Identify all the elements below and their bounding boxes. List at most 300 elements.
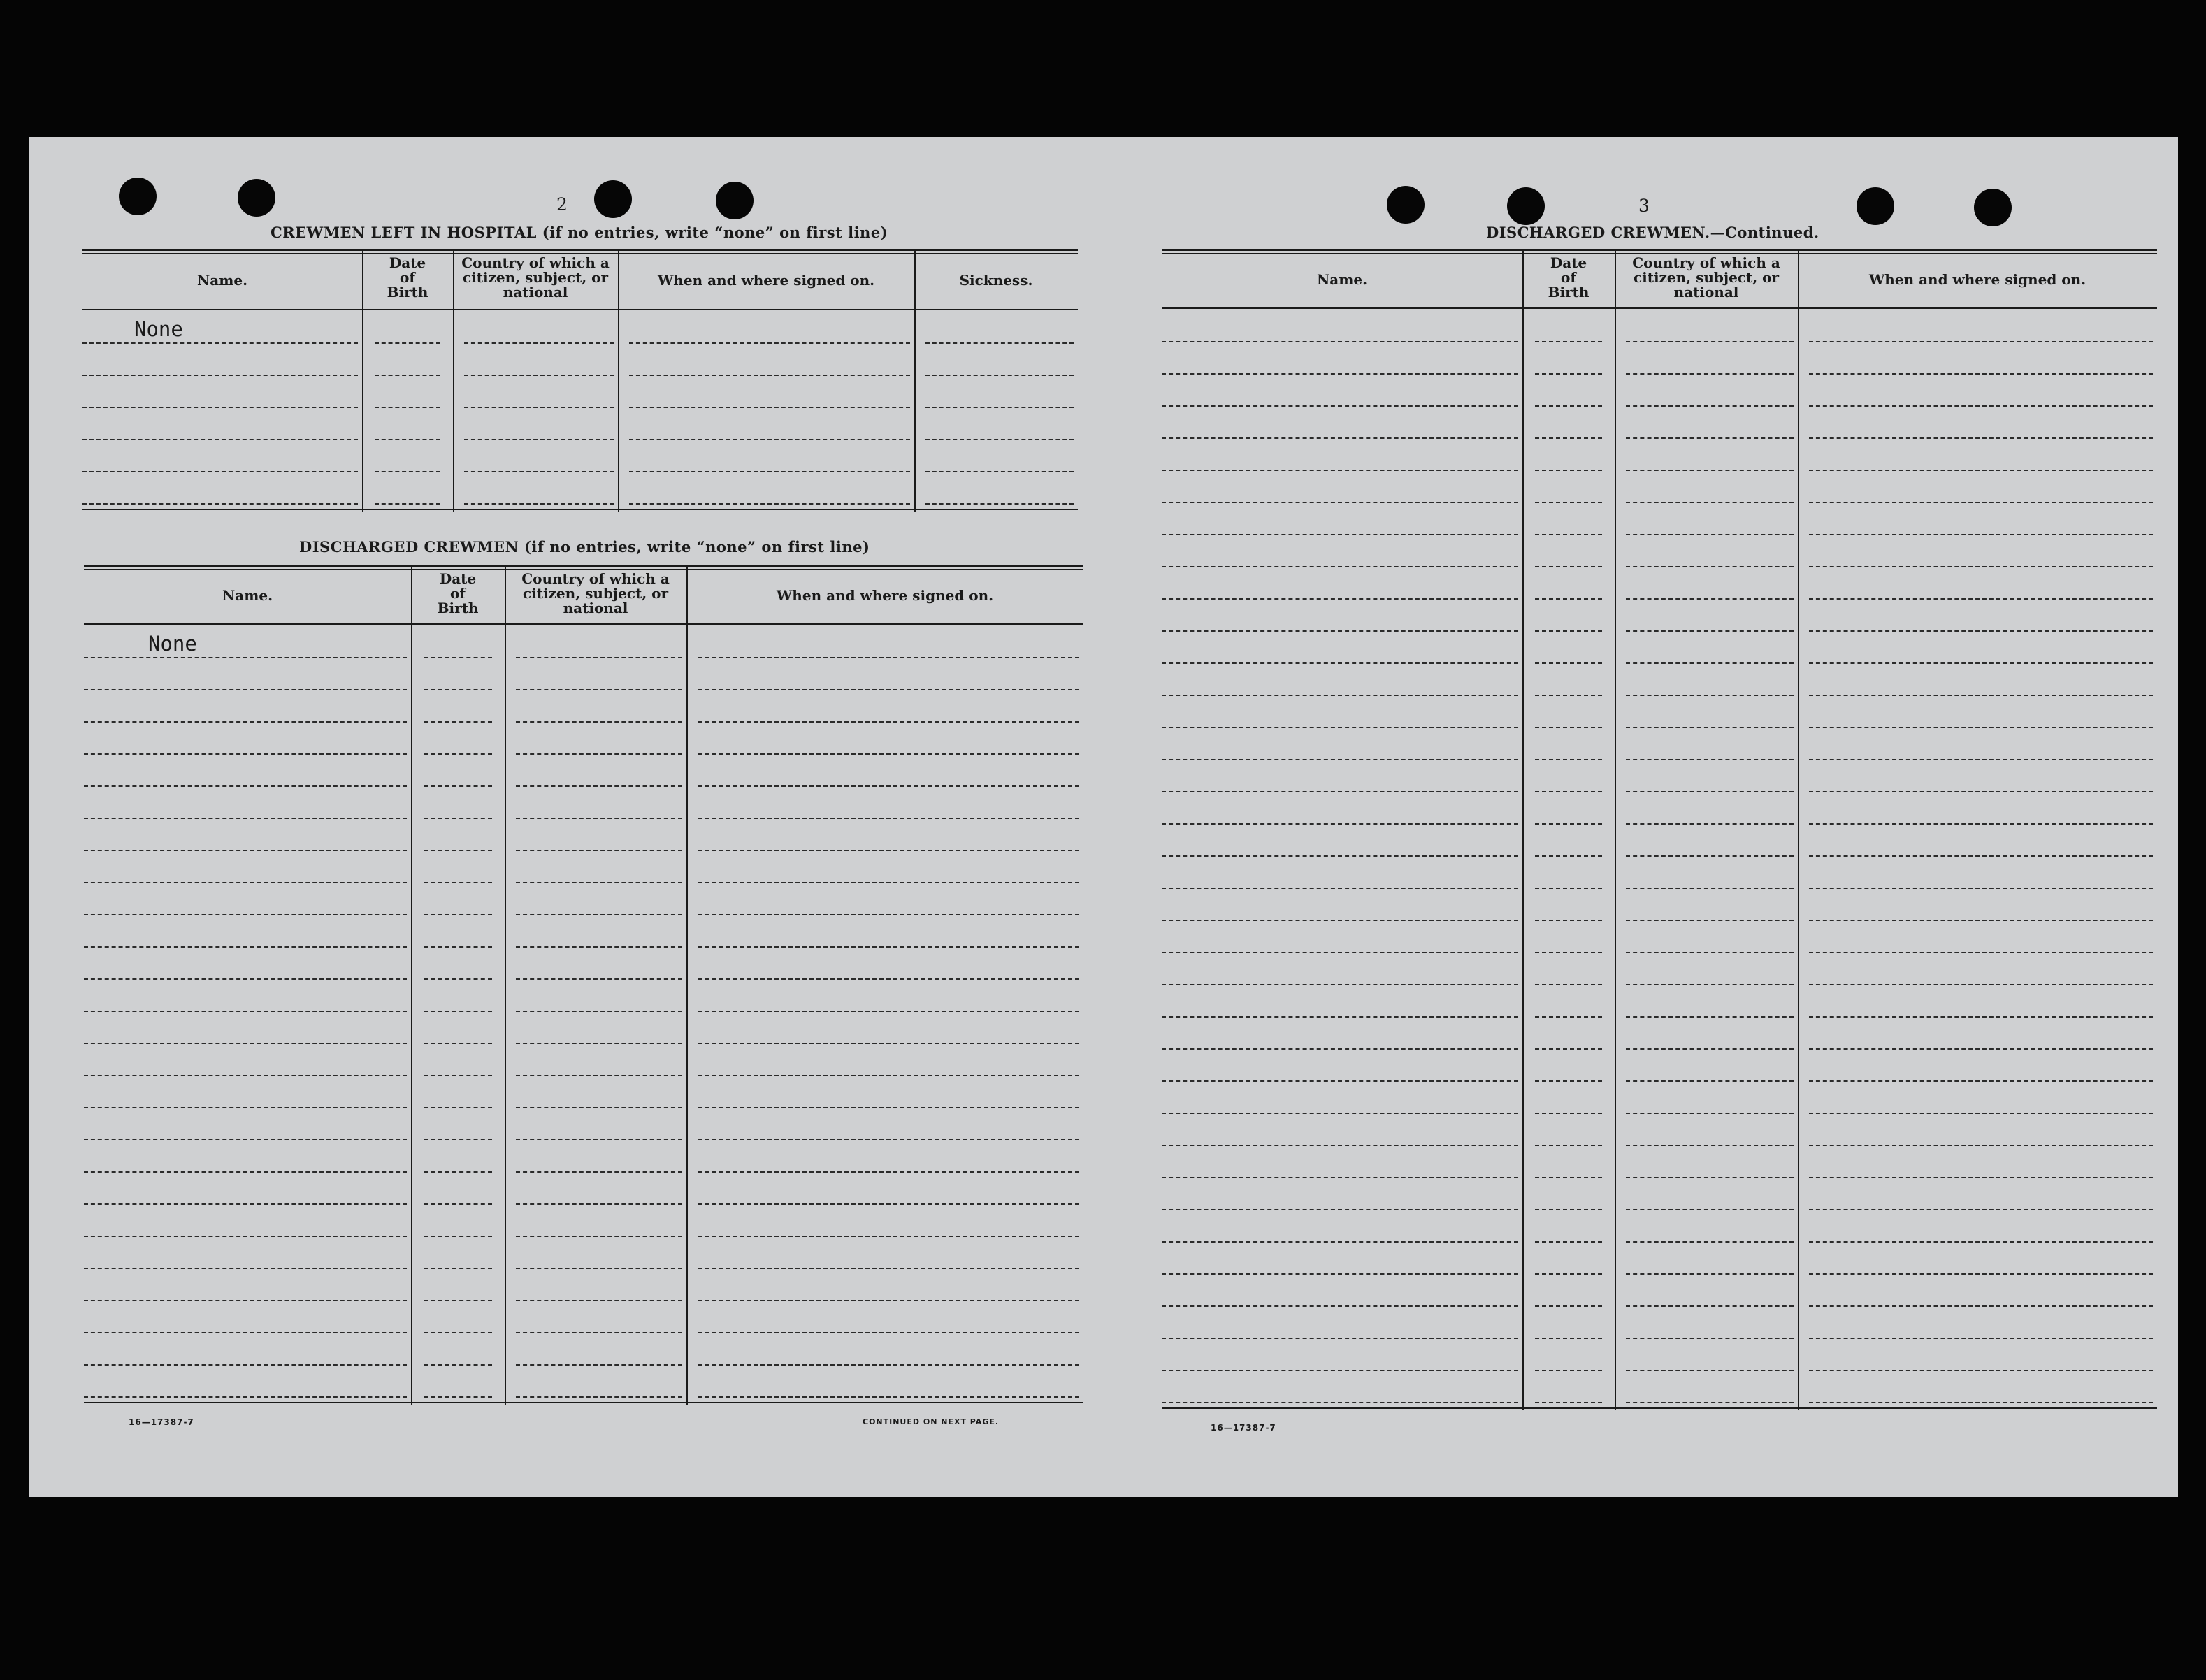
entry-line <box>1162 920 1518 921</box>
entry-line <box>1809 630 2153 632</box>
entry-line <box>84 1011 407 1012</box>
entry-line <box>1626 920 1794 921</box>
entry-line <box>1626 566 1794 567</box>
entry-line <box>464 471 614 472</box>
entry-line <box>424 818 492 819</box>
column-header: Country of which a citizen, subject, or national <box>1632 254 1780 300</box>
entry-line <box>698 1396 1079 1398</box>
entry-line <box>1809 534 2153 535</box>
entry-line <box>1162 1273 1518 1275</box>
entry-line <box>1809 437 2153 439</box>
entry-line <box>516 1268 682 1269</box>
entry-line <box>1535 1113 1602 1114</box>
column-header: Date of Birth <box>387 254 428 300</box>
column-header: Country of which a citizen, subject, or national <box>521 570 670 616</box>
entry-line <box>1626 1209 1794 1210</box>
entry-line <box>1535 791 1602 792</box>
entry-line <box>516 689 682 690</box>
entry-line <box>698 1300 1079 1301</box>
entry-line <box>1162 1241 1518 1243</box>
entry-line <box>698 1107 1079 1108</box>
entry-line <box>698 753 1079 755</box>
entry-line <box>1162 759 1518 760</box>
table-bottom-rule <box>82 509 1078 510</box>
entry-line <box>1626 373 1794 375</box>
entry-line <box>1626 1080 1794 1082</box>
entry-line <box>1162 1113 1518 1114</box>
discharged-continued-table <box>1162 249 2157 1437</box>
entry-line <box>424 1043 492 1044</box>
entry-line <box>424 721 492 723</box>
entry-line <box>1535 1241 1602 1243</box>
entry-line <box>1809 695 2153 696</box>
entry-line <box>1535 1016 1602 1018</box>
entry-line <box>1626 1113 1794 1114</box>
entry-line <box>1809 341 2153 342</box>
entry-line <box>1535 695 1602 696</box>
column-header: Name. <box>196 272 248 289</box>
entry-line <box>375 503 440 505</box>
entry-line <box>1535 1370 1602 1371</box>
entry-line <box>698 1364 1079 1366</box>
entry-line <box>1809 1177 2153 1178</box>
entry-line <box>698 914 1079 915</box>
entry-line <box>1535 1177 1602 1178</box>
entry-line <box>698 1171 1079 1173</box>
entry-line <box>1809 502 2153 503</box>
entry-line <box>1162 823 1518 825</box>
column-divider <box>505 565 506 1405</box>
hospital-section-title: CREWMEN LEFT IN HOSPITAL (if no entries, write “none” on first line) <box>271 224 888 241</box>
entry-line <box>1535 920 1602 921</box>
entry-line <box>1626 437 1794 439</box>
punch-hole <box>1857 187 1894 225</box>
entry-line <box>424 914 492 915</box>
entry-line <box>516 753 682 755</box>
entry-line <box>424 1300 492 1301</box>
entry-line <box>1626 1273 1794 1275</box>
entry-line <box>84 1236 407 1237</box>
entry-line <box>1626 952 1794 953</box>
entry-line <box>516 1236 682 1237</box>
entry-line <box>84 753 407 755</box>
page-number: 3 <box>1638 196 1650 216</box>
column-divider <box>362 249 363 512</box>
entry-line <box>629 503 910 505</box>
entry-line <box>424 1139 492 1140</box>
entry-line <box>1535 823 1602 825</box>
document-sheet <box>29 137 2178 1497</box>
entry-line <box>424 689 492 690</box>
entry-line <box>925 375 1074 376</box>
entry-line <box>925 342 1074 344</box>
entry-line <box>1809 1370 2153 1371</box>
entry-line <box>424 1236 492 1237</box>
entry-line <box>516 914 682 915</box>
entry-line <box>516 1075 682 1076</box>
form-number: 16—17387-7 <box>129 1417 194 1427</box>
entry-line <box>1162 1370 1518 1371</box>
punch-hole <box>716 182 754 219</box>
entry-line <box>1535 1048 1602 1050</box>
column-header: Name. <box>1316 271 1368 288</box>
entry-line <box>1626 1402 1794 1403</box>
entry-line <box>464 439 614 440</box>
entry-line <box>698 1236 1079 1237</box>
entry-line <box>1535 759 1602 760</box>
entry-line <box>375 471 440 472</box>
entry-line <box>424 1107 492 1108</box>
entry-line <box>1162 662 1518 664</box>
entry-line <box>925 503 1074 505</box>
entry-line <box>1626 727 1794 728</box>
entry-line <box>698 721 1079 723</box>
entry-line <box>516 850 682 851</box>
entry-line <box>1626 695 1794 696</box>
entry-line <box>1809 888 2153 889</box>
first-entry-text: None <box>134 317 183 341</box>
column-header: Date of Birth <box>437 570 479 616</box>
entry-line <box>1162 791 1518 792</box>
entry-line <box>1626 630 1794 632</box>
entry-line <box>629 342 910 344</box>
column-header: Country of which a citizen, subject, or national <box>461 254 610 300</box>
entry-line <box>1626 1241 1794 1243</box>
entry-line <box>464 375 614 376</box>
entry-line <box>925 471 1074 472</box>
entry-line <box>424 1011 492 1012</box>
entry-line <box>516 657 682 658</box>
entry-line <box>424 1268 492 1269</box>
entry-line <box>464 342 614 344</box>
entry-line <box>1162 727 1518 728</box>
entry-line <box>698 1139 1079 1140</box>
column-divider <box>914 249 916 512</box>
entry-line <box>1809 566 2153 567</box>
entry-line <box>516 1364 682 1366</box>
header-bottom-rule <box>1162 307 2157 309</box>
entry-line <box>375 439 440 440</box>
entry-line <box>1809 1241 2153 1243</box>
entry-line <box>1162 1209 1518 1210</box>
entry-line <box>1535 1338 1602 1339</box>
entry-line <box>1535 630 1602 632</box>
entry-line <box>424 785 492 787</box>
entry-line <box>1535 1145 1602 1146</box>
entry-line <box>1626 1048 1794 1050</box>
entry-line <box>84 850 407 851</box>
entry-line <box>1162 566 1518 567</box>
entry-line <box>1535 598 1602 600</box>
entry-line <box>375 375 440 376</box>
entry-line <box>1162 1338 1518 1339</box>
entry-line <box>516 1300 682 1301</box>
entry-line <box>84 1043 407 1044</box>
entry-line <box>1809 1080 2153 1082</box>
entry-line <box>1162 1145 1518 1146</box>
form-number: 16—17387-7 <box>1211 1423 1276 1433</box>
column-header: When and where signed on. <box>657 272 875 289</box>
entry-line <box>82 407 358 408</box>
entry-line <box>1809 855 2153 857</box>
entry-line <box>84 1332 407 1333</box>
entry-line <box>1626 1305 1794 1307</box>
entry-line <box>698 1268 1079 1269</box>
continued-note: CONTINUED ON NEXT PAGE. <box>863 1417 1000 1426</box>
entry-line <box>1809 727 2153 728</box>
entry-line <box>375 342 440 344</box>
entry-line <box>516 785 682 787</box>
entry-line <box>1162 1305 1518 1307</box>
entry-line <box>1535 470 1602 471</box>
entry-line <box>1162 502 1518 503</box>
entry-line <box>1535 534 1602 535</box>
discharged-section-title: DISCHARGED CREWMEN (if no entries, write “none” on first line) <box>299 538 870 556</box>
entry-line <box>1535 952 1602 953</box>
entry-line <box>1809 984 2153 985</box>
entry-line <box>1535 984 1602 985</box>
entry-line <box>84 1396 407 1398</box>
punch-hole <box>594 180 632 218</box>
entry-line <box>698 1075 1079 1076</box>
entry-line <box>1535 855 1602 857</box>
entry-line <box>84 1171 407 1173</box>
entry-line <box>1626 470 1794 471</box>
entry-line <box>84 818 407 819</box>
entry-line <box>698 946 1079 948</box>
entry-line <box>516 946 682 948</box>
table-top-rule <box>1162 249 2157 251</box>
entry-line <box>1162 1177 1518 1178</box>
entry-line <box>516 721 682 723</box>
entry-line <box>1809 1338 2153 1339</box>
entry-line <box>1809 1016 2153 1018</box>
entry-line <box>424 1396 492 1398</box>
entry-line <box>698 689 1079 690</box>
entry-line <box>698 785 1079 787</box>
header-bottom-rule <box>82 309 1078 310</box>
entry-line <box>1809 373 2153 375</box>
punch-hole <box>1387 186 1425 224</box>
entry-line <box>1626 1177 1794 1178</box>
entry-line <box>1626 405 1794 407</box>
entry-line <box>84 1364 407 1366</box>
entry-line <box>464 407 614 408</box>
entry-line <box>1162 405 1518 407</box>
entry-line <box>82 375 358 376</box>
entry-line <box>1162 1402 1518 1403</box>
entry-line <box>629 375 910 376</box>
entry-line <box>1535 1273 1602 1275</box>
entry-line <box>1162 984 1518 985</box>
column-divider <box>1798 249 1799 1410</box>
entry-line <box>698 1043 1079 1044</box>
entry-line <box>82 471 358 472</box>
entry-line <box>1809 1113 2153 1114</box>
entry-line <box>1535 1305 1602 1307</box>
entry-line <box>1162 1080 1518 1082</box>
punch-hole <box>1974 189 2012 226</box>
entry-line <box>1162 630 1518 632</box>
entry-line <box>84 1268 407 1269</box>
page-number: 2 <box>556 194 568 215</box>
entry-line <box>1626 598 1794 600</box>
entry-line <box>1626 984 1794 985</box>
entry-line <box>1809 920 2153 921</box>
entry-line <box>698 1332 1079 1333</box>
entry-line <box>1809 662 2153 664</box>
entry-line <box>1809 1209 2153 1210</box>
entry-line <box>84 1107 407 1108</box>
entry-line <box>1626 1016 1794 1018</box>
entry-line <box>1162 1016 1518 1018</box>
entry-line <box>1626 791 1794 792</box>
entry-line <box>516 1203 682 1205</box>
entry-line <box>84 914 407 915</box>
entry-line <box>84 721 407 723</box>
entry-line <box>424 946 492 948</box>
entry-line <box>84 785 407 787</box>
entry-line <box>1535 502 1602 503</box>
entry-line <box>516 1139 682 1140</box>
entry-line <box>1162 373 1518 375</box>
entry-line <box>1535 373 1602 375</box>
column-divider <box>411 565 412 1405</box>
table-top-rule <box>84 565 1083 567</box>
entry-line <box>1535 1080 1602 1082</box>
entry-line <box>424 1364 492 1366</box>
entry-line <box>629 471 910 472</box>
column-header: When and where signed on. <box>1868 271 2086 288</box>
entry-line <box>1162 534 1518 535</box>
entry-line <box>516 1332 682 1333</box>
entry-line <box>1162 341 1518 342</box>
entry-line <box>1535 888 1602 889</box>
entry-line <box>1162 470 1518 471</box>
entry-line <box>1162 952 1518 953</box>
entry-line <box>698 978 1079 980</box>
punch-hole <box>119 178 157 215</box>
entry-line <box>424 657 492 658</box>
continued-section-title: DISCHARGED CREWMEN.—Continued. <box>1486 224 1819 241</box>
entry-line <box>1535 405 1602 407</box>
entry-line <box>698 1203 1079 1205</box>
entry-line <box>516 882 682 883</box>
entry-line <box>629 439 910 440</box>
entry-line <box>1162 437 1518 439</box>
entry-line <box>1535 437 1602 439</box>
entry-line <box>698 882 1079 883</box>
entry-line <box>1809 952 2153 953</box>
column-header: Name. <box>222 587 273 604</box>
entry-line <box>424 1203 492 1205</box>
entry-line <box>925 439 1074 440</box>
entry-line <box>84 689 407 690</box>
entry-line <box>1535 566 1602 567</box>
entry-line <box>1626 534 1794 535</box>
first-entry-text: None <box>148 632 197 656</box>
entry-line <box>516 978 682 980</box>
column-divider <box>686 565 688 1405</box>
entry-line <box>1809 405 2153 407</box>
table-top-rule <box>82 249 1078 251</box>
entry-line <box>1162 1048 1518 1050</box>
column-divider <box>1522 249 1524 1410</box>
entry-line <box>1809 1402 2153 1403</box>
entry-line <box>424 978 492 980</box>
entry-line <box>424 850 492 851</box>
entry-line <box>424 1332 492 1333</box>
entry-line <box>424 753 492 755</box>
entry-line <box>1626 855 1794 857</box>
entry-line <box>1626 341 1794 342</box>
entry-line <box>1809 1145 2153 1146</box>
entry-line <box>1535 1402 1602 1403</box>
entry-line <box>1809 470 2153 471</box>
punch-hole <box>1507 187 1545 225</box>
entry-line <box>84 882 407 883</box>
entry-line <box>84 1203 407 1205</box>
entry-line <box>1535 727 1602 728</box>
entry-line <box>1809 598 2153 600</box>
entry-line <box>82 439 358 440</box>
table-bottom-rule <box>1162 1407 2157 1409</box>
entry-line <box>375 407 440 408</box>
entry-line <box>1626 502 1794 503</box>
entry-line <box>516 1043 682 1044</box>
entry-line <box>1809 1305 2153 1307</box>
entry-line <box>82 503 358 505</box>
column-divider <box>453 249 454 512</box>
entry-line <box>698 657 1079 658</box>
entry-line <box>1162 888 1518 889</box>
entry-line <box>1809 823 2153 825</box>
entry-line <box>1626 662 1794 664</box>
entry-line <box>84 978 407 980</box>
entry-line <box>1162 598 1518 600</box>
entry-line <box>82 342 358 344</box>
entry-line <box>424 1171 492 1173</box>
entry-line <box>424 1075 492 1076</box>
entry-line <box>84 657 407 658</box>
entry-line <box>698 850 1079 851</box>
entry-line <box>84 1075 407 1076</box>
column-divider <box>1615 249 1616 1410</box>
entry-line <box>516 1011 682 1012</box>
entry-line <box>1809 1273 2153 1275</box>
entry-line <box>84 946 407 948</box>
entry-line <box>1535 662 1602 664</box>
entry-line <box>516 1396 682 1398</box>
discharged-table <box>84 565 1083 1410</box>
entry-line <box>1162 855 1518 857</box>
entry-line <box>1626 888 1794 889</box>
column-header: Date of Birth <box>1548 254 1589 300</box>
entry-line <box>424 882 492 883</box>
entry-line <box>925 407 1074 408</box>
entry-line <box>1535 341 1602 342</box>
entry-line <box>1626 759 1794 760</box>
column-header: Sickness. <box>959 272 1033 289</box>
punch-hole <box>238 179 275 217</box>
entry-line <box>629 407 910 408</box>
entry-line <box>1809 791 2153 792</box>
table-bottom-rule <box>84 1402 1083 1403</box>
entry-line <box>698 818 1079 819</box>
entry-line <box>698 1011 1079 1012</box>
entry-line <box>516 1171 682 1173</box>
entry-line <box>1162 695 1518 696</box>
